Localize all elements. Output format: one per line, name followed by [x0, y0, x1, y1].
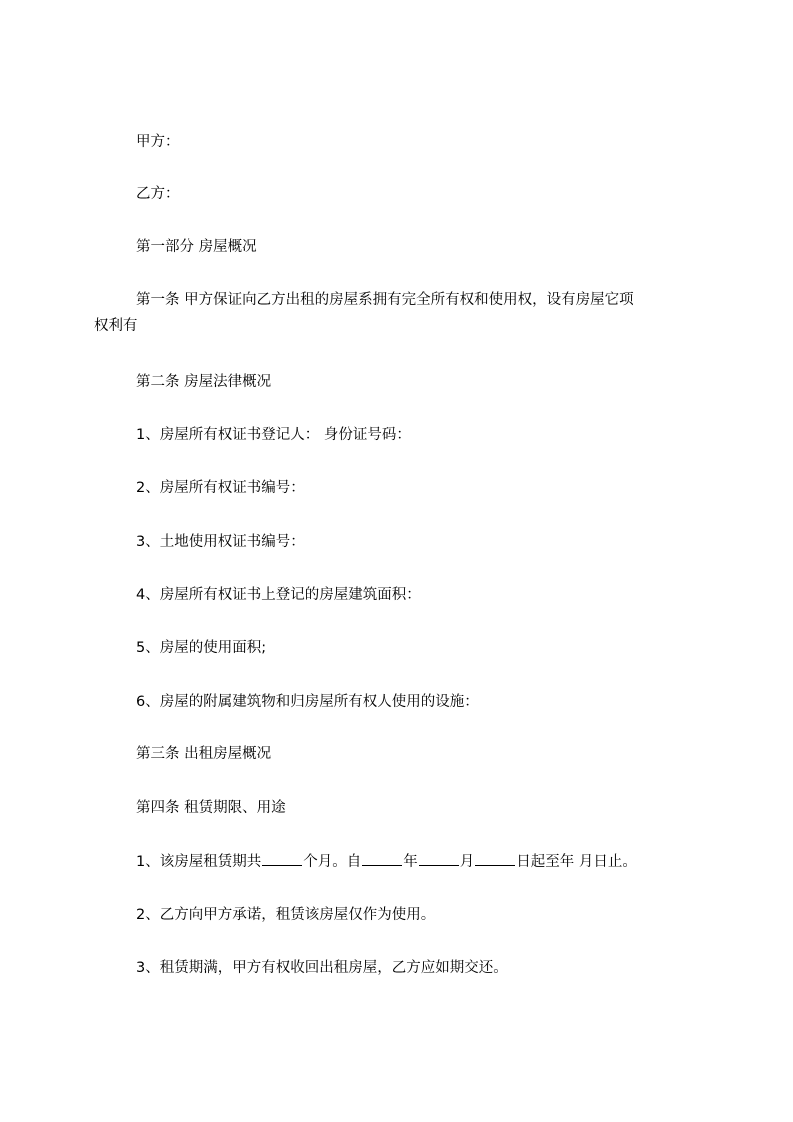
article-four-item-1 [136, 851, 637, 872]
article-four-item-2: 2、乙方向甲方承诺，租赁该房屋仅作为使用。 [136, 907, 436, 923]
item1-text-d: 月 [459, 854, 475, 870]
party-b-label: 乙方： [136, 186, 180, 202]
article-one-line1: 第一条 甲方保证向乙方出租的房屋系拥有完全所有权和使用权，设有房屋它项 [136, 292, 634, 308]
article-one-line2: 权利有 [94, 318, 138, 334]
year-blank [362, 851, 402, 866]
item1-text-b: 个月。自 [303, 854, 362, 870]
article-four-heading: 第四条 租赁期限、用途 [136, 800, 286, 816]
party-a-label: 甲方： [136, 134, 180, 150]
article-two-item-4: 4、房屋所有权证书上登记的房屋建筑面积： [136, 587, 421, 603]
months-blank [262, 851, 302, 866]
article-three-heading: 第三条 出租房屋概况 [136, 746, 272, 762]
item1-text-c: 年 [403, 854, 418, 870]
item1-text-e: 日起至年 月日止。 [516, 854, 637, 870]
article-two-heading: 第二条 房屋法律概况 [136, 374, 272, 390]
article-two-item-2: 2、房屋所有权证书编号： [136, 480, 305, 496]
day-blank [475, 851, 515, 866]
article-four-item-3: 3、租赁期满，甲方有权收回出租房屋，乙方应如期交还。 [136, 960, 508, 976]
article-two-item-3: 3、土地使用权证书编号： [136, 534, 305, 550]
article-two-item-6: 6、房屋的附属建筑物和归房屋所有权人使用的设施： [136, 694, 479, 710]
month-blank [419, 851, 459, 866]
item1-text-a: 1、该房屋租赁期共 [136, 854, 262, 870]
article-two-item-1: 1、房屋所有权证书登记人： 身份证号码： [136, 427, 411, 443]
article-two-item-5: 5、房屋的使用面积; [136, 640, 267, 656]
part-one-heading: 第一部分 房屋概况 [136, 239, 257, 255]
